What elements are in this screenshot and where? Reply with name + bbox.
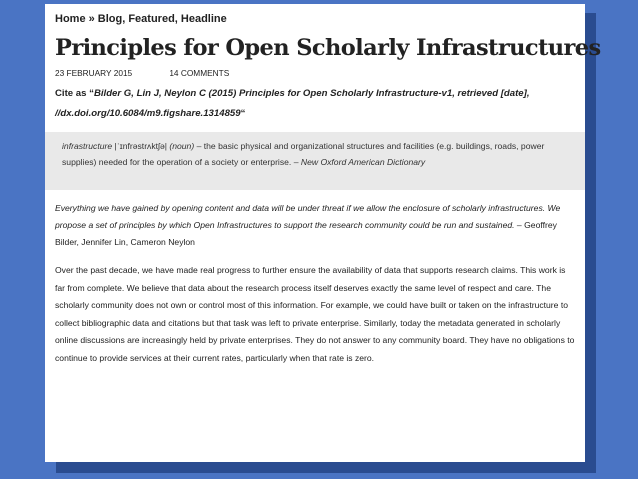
definition-pronunciation: |ˈɪnfrəstrʌktʃə|	[112, 141, 170, 151]
definition-text: – the basic physical and organizational structures and facilities (e.g. buildings, roads, power supplies) needed for the operation of a society or enterprise. –	[62, 141, 545, 167]
citation-suffix: “	[240, 108, 246, 119]
body-paragraph: Over the past decade, we have made real progress to further ensure the availability of data that supports research claims. This work is far from complete. We believe that data about the research process itself deserves exactly the same level of respect and care. The scholarly community does not own or control most of this information. For example, we could have built or taken on the infrastructure to collect bibliographic data and citations but that task was left to private enterprise. Similarly, today the metadata generated in scholarly online discussions are increasingly held by private enterprises. They do not answer to any community board. They have no obligations to continue to provide services at their current rates, particularly when that rate is zero.	[55, 265, 575, 363]
breadcrumb[interactable]: Home » Blog, Featured, Headline	[55, 13, 227, 25]
citation-text: Bilder G, Lin J, Neylon C (2015) Principles for Open Scholarly Infrastructure-v1, retrieved [date], //dx.doi.org/10.6084/m9.figshare.1314859	[55, 88, 530, 119]
definition-box	[45, 132, 585, 190]
definition-pos: (noun)	[169, 141, 195, 151]
quote-attribution: – Geoffrey Bilder, Jennifer Lin, Cameron Neylon	[55, 220, 557, 247]
citation-prefix: Cite as “	[55, 88, 94, 99]
comments-link[interactable]: 14 COMMENTS	[169, 68, 230, 78]
post-date: 23 FEBRUARY 2015	[55, 68, 133, 78]
page-title[interactable]: Principles for Open Scholarly Infrastructures	[55, 35, 601, 61]
definition-term: infrastructure	[62, 141, 113, 151]
intro-quote	[55, 200, 575, 251]
citation	[55, 84, 575, 124]
article-card	[45, 4, 601, 462]
post-meta	[55, 68, 575, 78]
quote-text: Everything we have gained by opening content and data will be under threat if we allow the enclosure of scholarly infrastructures. We propose a set of principles by which Open Infrastructures to support the research community could be run and sustained.	[55, 203, 561, 230]
definition-source: New Oxford American Dictionary	[300, 157, 426, 167]
